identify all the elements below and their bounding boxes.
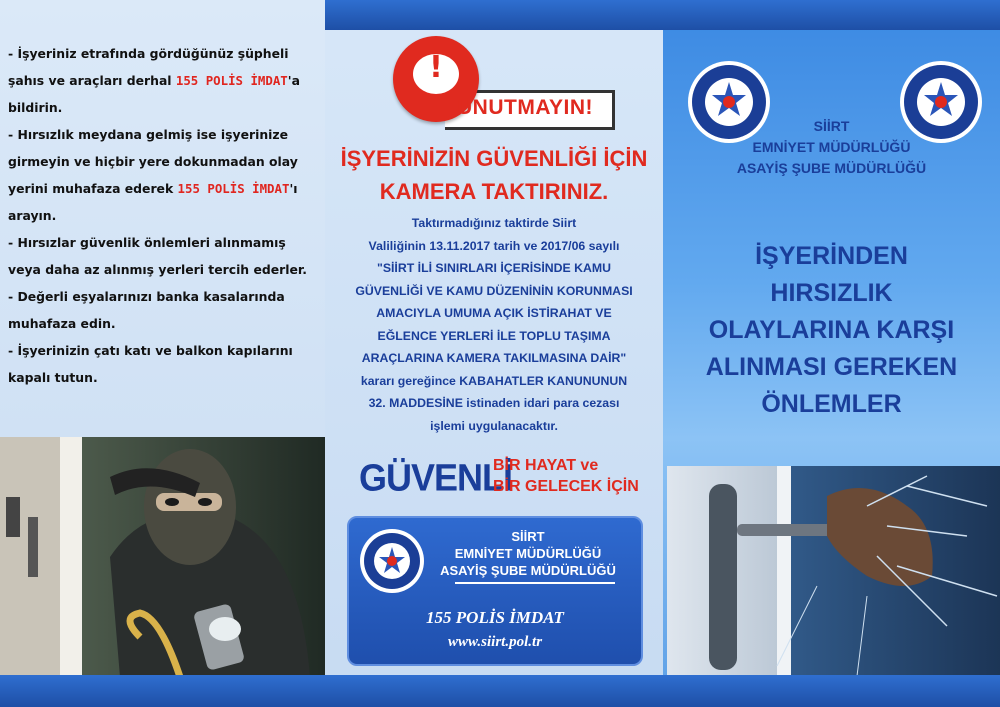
top-strip: [663, 0, 1000, 30]
tip-item: - İşyerinizin çatı katı ve balkon kapılarını kapalı tutun.: [8, 343, 293, 385]
left-panel: [0, 0, 325, 707]
slogan-big: GÜVENLİ: [359, 455, 513, 499]
alert-label: UNUTMAYIN!: [457, 96, 594, 119]
org-name: SİİRT EMNİYET MÜDÜRLÜĞÜ ASAYİŞ ŞUBE MÜDÜRLÜĞÜ: [736, 118, 927, 176]
emergency-phone: 155 POLİS İMDAT: [426, 608, 564, 627]
top-strip: [325, 0, 663, 30]
tip-item: - İşyeriniz etrafında gördüğünüz şüpheli şahıs ve araçları derhal 155 POLİS İMDAT'a bildirin.: [8, 46, 300, 115]
tip-item: - Hırsızlık meydana gelmiş ise işyerinize girmeyin ve hiçbir yere dokunmadan olay yerini muhafaza ederek 155 POLİS İMDAT'ı arayın.: [8, 127, 298, 223]
bottom-strip: [663, 675, 1000, 707]
regulation-text: Taktırmadığınız taktirde Siirt Valiliğinin 13.11.2017 tarih ve 2017/06 sayılı "SİİRT İLİ SINIRLARI İÇERİSİNDE KAMU GÜVENLİĞİ VE KAMU DÜZENİNİN KORUNMASI AMACIYLA UMUMA AÇIK İSTİRAHAT VE EĞLENCE YERLERİ İLE TOPLU TAŞIMA ARAÇLARINA KAMERA TAKILMASINA DAİR" kararı gereğince KABAHATLER KANUNUNUN 32. MADDESİNE istinaden idari para cezası işlemi uygulanacaktır.: [355, 216, 633, 433]
divider: [455, 582, 615, 584]
right-panel: [663, 0, 1000, 707]
bottom-strip: [0, 675, 325, 707]
bottom-strip: [325, 675, 663, 707]
middle-panel: [325, 0, 663, 707]
burglar-illustration: [0, 437, 325, 677]
contact-org: SİİRT EMNİYET MÜDÜRLÜĞÜ ASAYİŞ ŞUBE MÜDÜRLÜĞÜ: [440, 529, 616, 578]
emergency-number: 155 POLİS İMDAT: [175, 73, 288, 88]
burglar-photo: [0, 437, 325, 677]
door-handle-illustration: [667, 466, 1000, 676]
camera-heading: İŞYERİNİZİN GÜVENLİĞİ İÇİN KAMERA TAKTIRINIZ.: [340, 146, 648, 204]
door-handle-photo: [667, 466, 1000, 676]
exclamation-icon: !: [429, 50, 443, 85]
website-link[interactable]: www.siirt.pol.tr: [447, 634, 543, 650]
tips-list: [8, 40, 317, 391]
tip-item: - Hırsızlar güvenlik önlemleri alınmamış veya daha az alınmış yerleri tercih ederler.: [8, 235, 307, 277]
tip-item: - Değerli eşyalarınızı banka kasalarında muhafaza edin.: [8, 289, 285, 331]
emergency-number: 155 POLİS İMDAT: [177, 181, 290, 196]
slogan-small: BİR HAYAT ve BİR GELECEK İÇİN: [493, 457, 639, 495]
brochure-title: İŞYERİNDEN HIRSIZLIK OLAYLARINA KARŞI ALINMASI GEREKEN ÖNLEMLER: [705, 242, 958, 418]
